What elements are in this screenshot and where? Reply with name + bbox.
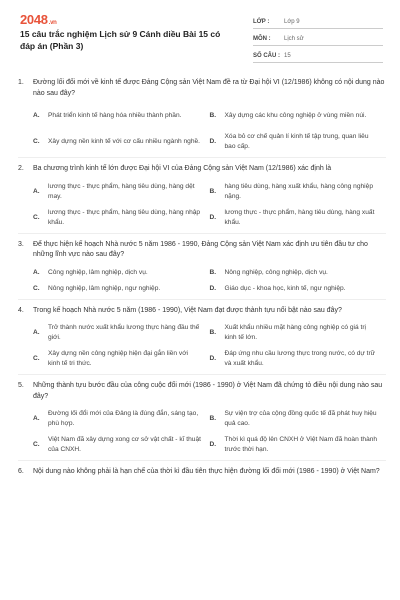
answer-option[interactable] (210, 129, 387, 155)
option-letter: A. (33, 187, 40, 195)
question-list (18, 78, 386, 484)
option-text: Nông nghiệp, lâm nghiệp, ngư nghiệp. (48, 284, 161, 292)
answer-option[interactable] (33, 432, 210, 458)
answer-option[interactable] (33, 281, 210, 297)
option-text: lương thực - thực phẩm, hàng tiêu dùng, hàng dệt may. (48, 182, 195, 200)
meta-row-count (253, 46, 383, 63)
page-title: 15 câu trắc nghiệm Lịch sử 9 Cánh diều Bài 15 có đáp án (Phần 3) (20, 29, 221, 51)
question-body: Những thành tựu bước đầu của công cuộc đổi mới (1986 - 1990) ở Việt Nam đã chứng tỏ điều nội dung nào sau đây? (33, 382, 383, 400)
question-text (18, 381, 386, 402)
answer-options (18, 179, 386, 231)
meta-row-subject (253, 29, 383, 46)
question-body: Nội dung nào không phải là hạn chế của thời kì đầu tiên thực hiện đường lối đổi mới (1986 - 1990) ở Việt Nam? (33, 468, 380, 475)
option-text: Sự viện trợ của cộng đồng quốc tế đã phát huy hiệu quả cao. (224, 410, 377, 427)
option-letter: C. (33, 355, 40, 362)
question-text (18, 306, 386, 317)
answer-option[interactable] (210, 320, 387, 346)
answer-option[interactable] (33, 205, 210, 231)
option-text: lương thực - thực phẩm, hàng tiêu dùng, hàng xuất khẩu. (224, 208, 375, 226)
option-letter: A. (33, 112, 40, 119)
meta-value: Lớp 9 (284, 19, 300, 25)
meta-label: LỚP : (253, 19, 270, 25)
option-text: Xóa bỏ cơ chế quản lí kinh tế tập trung, quan liêu bao cấp. (224, 133, 369, 150)
option-text: Xây dựng các khu công nghiệp ở vùng miền núi. (224, 112, 367, 119)
answer-option[interactable] (33, 320, 210, 346)
logo-text: 2048 (20, 12, 48, 27)
answer-option[interactable] (210, 205, 387, 231)
question-2 (18, 164, 386, 234)
question-divider (18, 299, 386, 300)
question-number: 2. (18, 165, 24, 172)
question-divider (18, 157, 386, 158)
option-text: Thời kì quá độ lên CNXH ở Việt Nam đã hoàn thành trước thời hạn. (224, 436, 378, 453)
answer-option[interactable] (33, 129, 210, 155)
option-text: Phát triển kinh tế hàng hóa nhiều thành phần. (48, 112, 182, 119)
answer-options (18, 265, 386, 297)
answer-options (18, 103, 386, 155)
option-letter: D. (209, 138, 217, 145)
answer-option[interactable] (210, 432, 387, 458)
option-text: Xuất khẩu nhiều mặt hàng công nghiệp có giá trị kinh tế lớn. (224, 324, 366, 341)
question-text (18, 78, 386, 99)
option-letter: B. (209, 187, 217, 195)
option-text: Công nghiệp, lâm nghiệp, dịch vụ. (48, 268, 148, 276)
meta-value: Lịch sử (284, 36, 304, 42)
question-body: Trong kế hoạch Nhà nước 5 năm (1986 - 1990), Việt Nam đạt được thành tựu nổi bật nào sau đây? (33, 306, 342, 314)
option-text: Giáo dục - khoa học, kinh tế, ngư nghiệp. (224, 284, 346, 292)
question-number: 5. (18, 382, 24, 389)
option-letter: B. (209, 329, 217, 336)
answer-option[interactable] (33, 406, 210, 432)
option-letter: A. (33, 329, 40, 336)
option-letter: C. (33, 213, 40, 221)
answer-options (18, 406, 386, 458)
question-6 (18, 467, 386, 478)
answer-option[interactable] (33, 179, 210, 205)
option-letter: A. (33, 268, 40, 276)
option-letter: D. (209, 213, 217, 221)
option-letter: B. (209, 415, 217, 422)
option-letter: A. (33, 415, 40, 422)
answer-option[interactable] (210, 406, 387, 432)
option-text: hàng tiêu dùng, hàng xuất khẩu, hàng công nghiệp nặng. (224, 182, 373, 200)
question-divider (18, 374, 386, 375)
question-number: 1. (18, 79, 24, 86)
meta-value: 15 (284, 53, 291, 59)
meta-label: SỐ CÂU : (253, 53, 280, 59)
question-text (18, 467, 386, 478)
meta-label: MÔN : (253, 36, 271, 42)
page-header (0, 0, 400, 70)
option-text: Xây dựng nền kinh tế với cơ cấu nhiều ngành nghề. (48, 138, 201, 145)
question-number: 3. (18, 240, 24, 248)
answer-option[interactable] (33, 103, 210, 129)
question-divider (18, 233, 386, 234)
question-divider (18, 460, 386, 461)
question-3 (18, 240, 386, 300)
answer-option[interactable] (33, 265, 210, 281)
answer-options (18, 320, 386, 372)
meta-info (253, 12, 383, 63)
answer-option[interactable] (210, 281, 387, 297)
question-text (18, 240, 386, 261)
question-body: Để thực hiện kế hoạch Nhà nước 5 năm 1986 - 1990, Đảng Cộng sản Việt Nam xác định ưu tiên đầu tư cho những lĩnh vực nào sau đây? (33, 240, 368, 258)
question-4 (18, 306, 386, 376)
answer-option[interactable] (210, 265, 387, 281)
option-letter: B. (209, 268, 217, 276)
question-number: 6. (18, 468, 24, 475)
option-text: Trở thành nước xuất khẩu lương thực hàng đầu thế giới. (48, 324, 200, 341)
option-letter: D. (209, 284, 217, 292)
question-5 (18, 381, 386, 461)
answer-option[interactable] (33, 346, 210, 372)
logo-suffix: .vn (48, 20, 57, 26)
question-body: Đường lối đổi mới về kinh tế được Đảng Cộng sản Việt Nam đề ra từ Đại hội VI (12/1986) không có nội dung nào nào sau đây? (33, 79, 385, 97)
option-text: Đường lối đổi mới của Đảng là đúng đắn, sáng tạo, phù hợp. (48, 410, 199, 427)
option-text: Đáp ứng nhu cầu lương thực trong nước, có dự trữ và xuất khẩu. (224, 350, 376, 367)
option-text: Việt Nam đã xây dựng xong cơ sở vật chất - kĩ thuật của CNXH. (48, 436, 201, 453)
site-logo[interactable] (20, 12, 57, 27)
question-text (18, 164, 386, 175)
question-number: 4. (18, 306, 24, 314)
option-letter: D. (209, 355, 217, 362)
option-letter: C. (33, 138, 40, 145)
meta-row-class (253, 12, 383, 29)
option-letter: C. (33, 441, 40, 448)
option-text: Xây dựng nền công nghiệp hiện đại gắn liền với kinh tế tri thức. (48, 350, 188, 367)
question-1 (18, 78, 386, 158)
option-letter: C. (33, 284, 40, 292)
option-letter: B. (209, 112, 217, 119)
option-letter: D. (209, 441, 217, 448)
answer-option[interactable] (210, 179, 387, 205)
answer-option[interactable] (210, 103, 387, 129)
question-body: Ba chương trình kinh tế lớn được Đại hội VI của Đảng Cộng sản Việt Nam (12/1986) xác định là (33, 165, 332, 172)
option-text: lương thực - thực phẩm, hàng tiêu dùng, hàng nhập khẩu. (48, 208, 201, 226)
option-text: Nông nghiệp, công nghiệp, dịch vụ. (224, 268, 328, 276)
answer-option[interactable] (210, 346, 387, 372)
